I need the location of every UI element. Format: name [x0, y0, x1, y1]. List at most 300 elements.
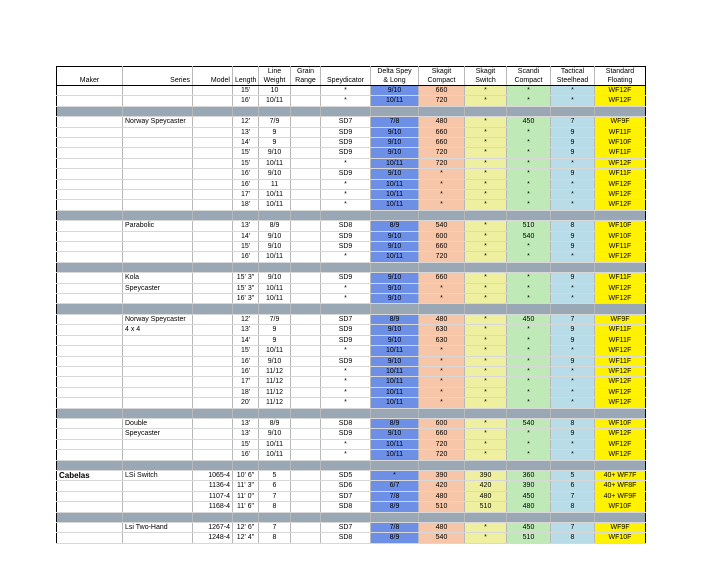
cell-grain-range	[291, 481, 321, 491]
cell-grain-range	[291, 335, 321, 345]
cell-skagit-compact: *	[419, 200, 465, 210]
separator-cell	[465, 210, 507, 220]
cell-scandi-compact: *	[507, 96, 551, 106]
cell-delta-spey: 6/7	[371, 481, 419, 491]
table-row	[57, 138, 646, 148]
cell-grain-range	[291, 439, 321, 449]
cell-line-weight: 9/10	[259, 273, 291, 283]
cell-length: 15'	[233, 439, 259, 449]
cell-line-weight: 7/9	[259, 117, 291, 127]
cell-series	[123, 502, 193, 512]
cell-skagit-compact: 660	[419, 127, 465, 137]
cell-speydicator: SD9	[321, 335, 371, 345]
cell-length: 15'	[233, 148, 259, 158]
cell-length: 18'	[233, 200, 259, 210]
cell-grain-range	[291, 398, 321, 408]
cell-grain-range	[291, 294, 321, 304]
cell-speydicator: SD9	[321, 242, 371, 252]
header-scandi-1: Scandi	[507, 67, 551, 77]
cell-standard-floating: WF11F	[595, 127, 646, 137]
cell-scandi-compact: *	[507, 179, 551, 189]
cell-speydicator: SD9	[321, 273, 371, 283]
cell-maker: Cabelas	[57, 470, 123, 480]
cell-line-weight: 9	[259, 127, 291, 137]
cell-speydicator: *	[321, 346, 371, 356]
cell-skagit-switch: *	[465, 117, 507, 127]
cell-maker	[57, 158, 123, 168]
cell-delta-spey: 10/11	[371, 190, 419, 200]
cell-model	[193, 273, 233, 283]
cell-grain-range	[291, 522, 321, 532]
cell-grain-range	[291, 533, 321, 543]
separator-cell	[57, 512, 123, 522]
cell-skagit-switch: *	[465, 450, 507, 460]
cell-skagit-compact: 510	[419, 502, 465, 512]
cell-scandi-compact: 540	[507, 418, 551, 428]
cell-standard-floating: WF12F	[595, 439, 646, 449]
cell-skagit-compact: 390	[419, 470, 465, 480]
cell-standard-floating: WF10F	[595, 418, 646, 428]
cell-line-weight: 7	[259, 522, 291, 532]
cell-line-weight: 11/12	[259, 366, 291, 376]
cell-skagit-compact: 720	[419, 439, 465, 449]
cell-length: 14'	[233, 335, 259, 345]
cell-scandi-compact: 510	[507, 533, 551, 543]
cell-delta-spey: 9/10	[371, 294, 419, 304]
separator-cell	[291, 512, 321, 522]
cell-speydicator: SD9	[321, 325, 371, 335]
cell-model	[193, 377, 233, 387]
separator-cell	[595, 304, 646, 314]
cell-length: 14'	[233, 231, 259, 241]
cell-model	[193, 179, 233, 189]
cell-line-weight: 7/9	[259, 314, 291, 324]
cell-speydicator: SD7	[321, 522, 371, 532]
cell-maker	[57, 179, 123, 189]
cell-tactical-steelhead: *	[551, 346, 595, 356]
separator-cell	[57, 106, 123, 116]
cell-scandi-compact: *	[507, 200, 551, 210]
cell-maker	[57, 283, 123, 293]
separator-cell	[193, 262, 233, 272]
cell-grain-range	[291, 242, 321, 252]
table-row	[57, 398, 646, 408]
cell-model	[193, 387, 233, 397]
cell-length: 20'	[233, 398, 259, 408]
cell-model: 1136-4	[193, 481, 233, 491]
cell-model	[193, 325, 233, 335]
cell-length: 15'	[233, 158, 259, 168]
cell-skagit-switch: *	[465, 335, 507, 345]
cell-speydicator: SD8	[321, 533, 371, 543]
cell-maker	[57, 377, 123, 387]
table-row	[57, 325, 646, 335]
cell-skagit-switch: *	[465, 356, 507, 366]
header-model-1	[193, 67, 233, 77]
separator-cell	[259, 512, 291, 522]
cell-grain-range	[291, 200, 321, 210]
cell-skagit-compact: 540	[419, 221, 465, 231]
header-delta-2: & Long	[371, 76, 419, 86]
cell-skagit-compact: 480	[419, 491, 465, 501]
table-row	[57, 335, 646, 345]
cell-line-weight: 10/11	[259, 283, 291, 293]
cell-delta-spey: 10/11	[371, 96, 419, 106]
separator-cell	[507, 408, 551, 418]
cell-series: Kola	[123, 273, 193, 283]
cell-line-weight: 6	[259, 481, 291, 491]
cell-tactical-steelhead: 9	[551, 325, 595, 335]
table-row	[57, 522, 646, 532]
separator-cell	[291, 106, 321, 116]
cell-length: 16'	[233, 252, 259, 262]
cell-speydicator: SD9	[321, 169, 371, 179]
cell-standard-floating: WF12F	[595, 200, 646, 210]
cell-scandi-compact: *	[507, 429, 551, 439]
cell-maker	[57, 429, 123, 439]
header-weight-2: Weight	[259, 76, 291, 86]
cell-model: 1267-4	[193, 522, 233, 532]
group-separator	[57, 512, 646, 522]
separator-cell	[465, 262, 507, 272]
separator-cell	[123, 512, 193, 522]
cell-model	[193, 252, 233, 262]
cell-skagit-switch: *	[465, 127, 507, 137]
cell-speydicator: SD8	[321, 502, 371, 512]
cell-maker	[57, 346, 123, 356]
cell-series	[123, 481, 193, 491]
cell-skagit-switch: *	[465, 366, 507, 376]
separator-cell	[507, 512, 551, 522]
cell-skagit-switch: *	[465, 387, 507, 397]
cell-standard-floating: WF10F	[595, 533, 646, 543]
cell-skagit-switch: *	[465, 533, 507, 543]
separator-cell	[123, 304, 193, 314]
cell-maker	[57, 335, 123, 345]
cell-length: 15' 3"	[233, 273, 259, 283]
cell-tactical-steelhead: *	[551, 294, 595, 304]
cell-scandi-compact: *	[507, 138, 551, 148]
table-row	[57, 117, 646, 127]
separator-cell	[233, 512, 259, 522]
header-speydicator-2: Speydicator	[321, 76, 371, 86]
cell-tactical-steelhead: 5	[551, 470, 595, 480]
separator-cell	[419, 262, 465, 272]
header-maker-1	[57, 67, 123, 77]
cell-scandi-compact: 450	[507, 117, 551, 127]
cell-tactical-steelhead: 7	[551, 522, 595, 532]
table-row	[57, 439, 646, 449]
cell-speydicator: SD8	[321, 221, 371, 231]
cell-standard-floating: WF12F	[595, 283, 646, 293]
table-row	[57, 148, 646, 158]
separator-cell	[419, 460, 465, 470]
cell-skagit-compact: *	[419, 294, 465, 304]
separator-cell	[465, 460, 507, 470]
cell-skagit-switch: *	[465, 190, 507, 200]
cell-model	[193, 418, 233, 428]
cell-speydicator: SD7	[321, 491, 371, 501]
cell-speydicator: *	[321, 158, 371, 168]
cell-standard-floating: WF11F	[595, 169, 646, 179]
cell-model	[193, 398, 233, 408]
cell-skagit-switch: *	[465, 148, 507, 158]
table-row	[57, 96, 646, 106]
cell-tactical-steelhead: *	[551, 86, 595, 96]
cell-grain-range	[291, 491, 321, 501]
cell-tactical-steelhead: 8	[551, 418, 595, 428]
cell-line-weight: 8	[259, 533, 291, 543]
separator-cell	[465, 304, 507, 314]
cell-skagit-switch: *	[465, 283, 507, 293]
cell-grain-range	[291, 325, 321, 335]
separator-cell	[595, 210, 646, 220]
cell-skagit-switch: *	[465, 273, 507, 283]
cell-standard-floating: WF10F	[595, 502, 646, 512]
cell-skagit-switch: *	[465, 86, 507, 96]
cell-skagit-compact: 720	[419, 148, 465, 158]
cell-speydicator: *	[321, 179, 371, 189]
cell-series	[123, 200, 193, 210]
cell-skagit-switch: *	[465, 429, 507, 439]
cell-standard-floating: WF12F	[595, 294, 646, 304]
separator-cell	[233, 408, 259, 418]
table-row	[57, 314, 646, 324]
cell-scandi-compact: *	[507, 127, 551, 137]
separator-cell	[123, 408, 193, 418]
separator-cell	[321, 262, 371, 272]
cell-length: 16'	[233, 179, 259, 189]
cell-maker	[57, 366, 123, 376]
cell-model	[193, 294, 233, 304]
separator-cell	[507, 304, 551, 314]
cell-skagit-switch: *	[465, 325, 507, 335]
cell-model	[193, 429, 233, 439]
cell-speydicator: *	[321, 398, 371, 408]
cell-speydicator: *	[321, 387, 371, 397]
cell-series	[123, 127, 193, 137]
separator-cell	[551, 106, 595, 116]
cell-length: 18'	[233, 387, 259, 397]
cell-delta-spey: 9/10	[371, 138, 419, 148]
cell-model	[193, 200, 233, 210]
separator-cell	[551, 512, 595, 522]
cell-speydicator: *	[321, 252, 371, 262]
cell-skagit-compact: 630	[419, 335, 465, 345]
cell-scandi-compact: *	[507, 387, 551, 397]
cell-model	[193, 231, 233, 241]
cell-line-weight: 10/11	[259, 190, 291, 200]
cell-grain-range	[291, 502, 321, 512]
separator-cell	[123, 106, 193, 116]
cell-speydicator: *	[321, 366, 371, 376]
cell-maker	[57, 418, 123, 428]
cell-maker	[57, 356, 123, 366]
cell-skagit-switch: *	[465, 439, 507, 449]
cell-tactical-steelhead: 9	[551, 231, 595, 241]
cell-skagit-compact: 720	[419, 252, 465, 262]
table-row	[57, 377, 646, 387]
table-row	[57, 283, 646, 293]
cell-skagit-compact: *	[419, 169, 465, 179]
cell-skagit-compact: *	[419, 283, 465, 293]
table-body	[57, 86, 646, 544]
separator-cell	[371, 262, 419, 272]
cell-delta-spey: 10/11	[371, 387, 419, 397]
table-row	[57, 502, 646, 512]
cell-delta-spey: 8/9	[371, 533, 419, 543]
separator-cell	[259, 210, 291, 220]
cell-skagit-switch: *	[465, 138, 507, 148]
cell-series: LSi Switch	[123, 470, 193, 480]
separator-cell	[259, 262, 291, 272]
cell-maker	[57, 325, 123, 335]
cell-series: Norway Speycaster	[123, 117, 193, 127]
cell-scandi-compact: 510	[507, 221, 551, 231]
cell-standard-floating: WF12F	[595, 190, 646, 200]
cell-scandi-compact: *	[507, 356, 551, 366]
cell-delta-spey: 7/8	[371, 491, 419, 501]
cell-standard-floating: WF12F	[595, 366, 646, 376]
group-separator	[57, 408, 646, 418]
header-tactical-1: Tactical	[551, 67, 595, 77]
cell-speydicator: *	[321, 377, 371, 387]
cell-series	[123, 190, 193, 200]
cell-model: 1065-4	[193, 470, 233, 480]
cell-model	[193, 242, 233, 252]
cell-speydicator: SD9	[321, 138, 371, 148]
cell-standard-floating: WF12F	[595, 179, 646, 189]
separator-cell	[595, 106, 646, 116]
header-row-2	[57, 76, 646, 86]
cell-grain-range	[291, 346, 321, 356]
separator-cell	[259, 106, 291, 116]
cell-scandi-compact: *	[507, 242, 551, 252]
cell-scandi-compact: *	[507, 346, 551, 356]
cell-model	[193, 335, 233, 345]
cell-skagit-compact: *	[419, 356, 465, 366]
cell-length: 14'	[233, 138, 259, 148]
cell-skagit-compact: *	[419, 179, 465, 189]
table-row	[57, 346, 646, 356]
cell-length: 15' 3"	[233, 283, 259, 293]
separator-cell	[193, 408, 233, 418]
cell-standard-floating: WF12F	[595, 96, 646, 106]
header-speydicator-1	[321, 67, 371, 77]
cell-scandi-compact: 540	[507, 231, 551, 241]
cell-standard-floating: WF12F	[595, 158, 646, 168]
cell-standard-floating: WF12F	[595, 398, 646, 408]
cell-skagit-compact: *	[419, 366, 465, 376]
table-row	[57, 294, 646, 304]
cell-delta-spey: 7/8	[371, 522, 419, 532]
cell-delta-spey: 7/8	[371, 117, 419, 127]
separator-cell	[321, 460, 371, 470]
cell-series	[123, 377, 193, 387]
cell-grain-range	[291, 169, 321, 179]
cell-grain-range	[291, 470, 321, 480]
cell-tactical-steelhead: *	[551, 366, 595, 376]
cell-length: 15'	[233, 86, 259, 96]
separator-cell	[233, 210, 259, 220]
cell-speydicator: SD7	[321, 314, 371, 324]
cell-series	[123, 533, 193, 543]
cell-line-weight: 8/9	[259, 221, 291, 231]
cell-grain-range	[291, 450, 321, 460]
separator-cell	[259, 460, 291, 470]
cell-scandi-compact: *	[507, 325, 551, 335]
cell-model	[193, 314, 233, 324]
separator-cell	[291, 262, 321, 272]
cell-skagit-compact: *	[419, 346, 465, 356]
cell-series	[123, 179, 193, 189]
header-standard-1: Standard	[595, 67, 646, 77]
header-skagit-switch-2: Switch	[465, 76, 507, 86]
cell-length: 16'	[233, 96, 259, 106]
header-model-2: Model	[193, 76, 233, 86]
cell-delta-spey: 9/10	[371, 169, 419, 179]
cell-model	[193, 366, 233, 376]
cell-series	[123, 398, 193, 408]
cell-series	[123, 366, 193, 376]
cell-tactical-steelhead: *	[551, 200, 595, 210]
cell-maker	[57, 117, 123, 127]
cell-skagit-switch: *	[465, 346, 507, 356]
cell-delta-spey: 10/11	[371, 398, 419, 408]
cell-tactical-steelhead: 8	[551, 221, 595, 231]
cell-skagit-compact: 660	[419, 86, 465, 96]
cell-standard-floating: 40+ WF8F	[595, 481, 646, 491]
cell-tactical-steelhead: *	[551, 179, 595, 189]
cell-skagit-compact: *	[419, 377, 465, 387]
cell-skagit-switch: *	[465, 231, 507, 241]
table-row	[57, 200, 646, 210]
header-skagit-compact-1: Skagit	[419, 67, 465, 77]
cell-model	[193, 158, 233, 168]
cell-series	[123, 169, 193, 179]
separator-cell	[551, 304, 595, 314]
cell-model	[193, 148, 233, 158]
cell-skagit-compact: 480	[419, 117, 465, 127]
cell-model	[193, 169, 233, 179]
header-row-1	[57, 67, 646, 77]
cell-model	[193, 439, 233, 449]
cell-line-weight: 11/12	[259, 377, 291, 387]
cell-maker	[57, 242, 123, 252]
cell-tactical-steelhead: 8	[551, 502, 595, 512]
cell-speydicator: SD9	[321, 429, 371, 439]
cell-grain-range	[291, 314, 321, 324]
cell-delta-spey: 8/9	[371, 418, 419, 428]
table-row	[57, 231, 646, 241]
cell-series	[123, 242, 193, 252]
cell-skagit-compact: 720	[419, 158, 465, 168]
cell-series	[123, 138, 193, 148]
cell-series	[123, 450, 193, 460]
rod-line-chart-table	[56, 66, 646, 544]
group-separator	[57, 460, 646, 470]
cell-series: Norway Speycaster	[123, 314, 193, 324]
cell-tactical-steelhead: *	[551, 450, 595, 460]
cell-model	[193, 96, 233, 106]
cell-standard-floating: WF10F	[595, 221, 646, 231]
cell-series	[123, 356, 193, 366]
cell-length: 11' 6"	[233, 502, 259, 512]
table-row	[57, 190, 646, 200]
separator-cell	[259, 408, 291, 418]
cell-maker	[57, 481, 123, 491]
cell-line-weight: 11/12	[259, 387, 291, 397]
